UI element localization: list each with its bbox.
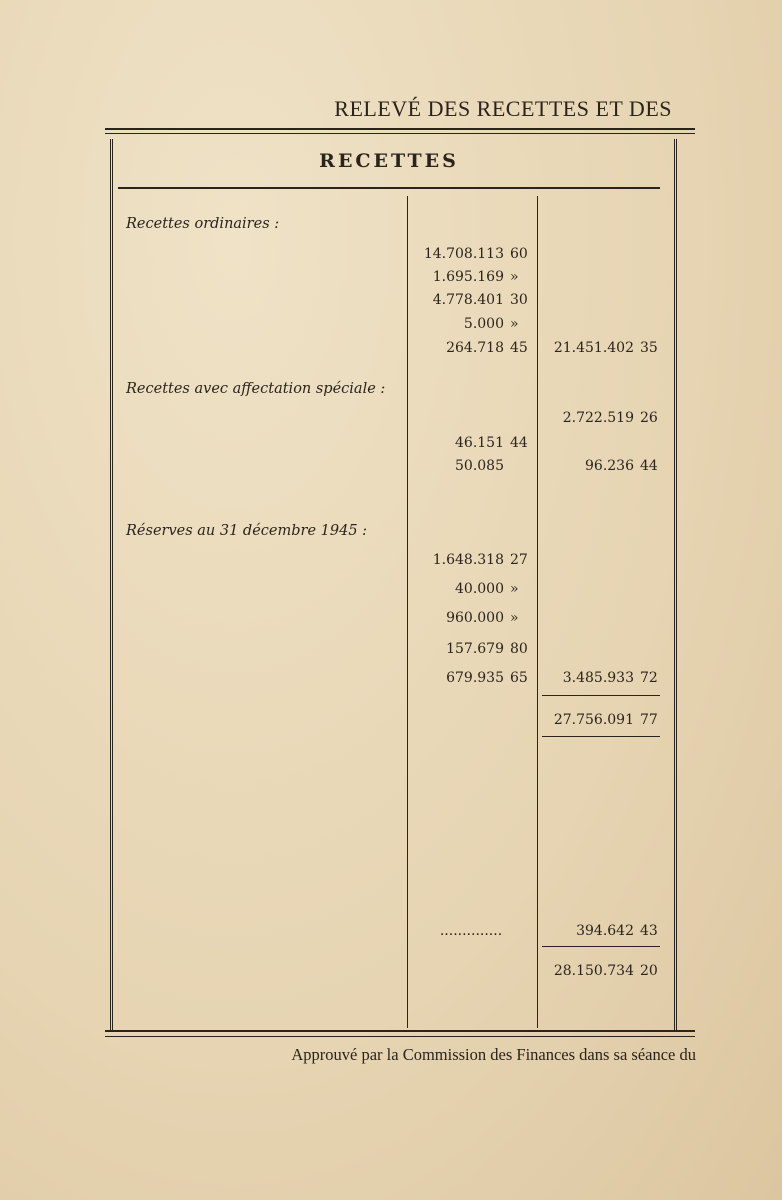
deficit-dots: .............. (439, 923, 503, 939)
row-total-cents: 44 (640, 458, 658, 474)
row-amount: 1.648.318 (432, 552, 504, 568)
subtotal-underline (542, 736, 660, 737)
row-cents: » (510, 610, 519, 626)
page-header: RELEVÉ DES RECETTES ET DES (334, 96, 672, 121)
bottom-rule (105, 1030, 695, 1032)
row-total: 3.485.933 (562, 670, 634, 686)
table-row (0, 667, 782, 689)
table-row (0, 313, 782, 335)
row-amount: 679.935 (446, 670, 504, 686)
table-row (0, 432, 782, 454)
row-amount: 5.000 (463, 316, 504, 332)
total-rule (542, 946, 660, 947)
table-row (0, 289, 782, 311)
row-amount: 157.679 (446, 641, 504, 657)
table-row (0, 407, 782, 429)
table-row (0, 266, 782, 288)
row-cents: 45 (510, 340, 528, 356)
deficit-cents: 43 (640, 923, 658, 939)
row-cents: 27 (510, 552, 528, 568)
row-total: 96.236 (585, 458, 634, 474)
table-row (0, 243, 782, 265)
footer-text: Approuvé par la Commission des Finances dans sa séance du (291, 1045, 696, 1064)
title-rule (118, 187, 660, 189)
section-heading-affectation: Recettes avec affectation spéciale : (126, 381, 386, 397)
section-heading-ordinaires: Recettes ordinaires : (126, 216, 280, 232)
row-amount: 50.085 (455, 458, 504, 474)
table-row (0, 638, 782, 660)
subtotal-cents: 77 (640, 712, 658, 728)
subtotal-rule (542, 695, 660, 696)
deficit-row (0, 920, 782, 942)
row-cents: 30 (510, 292, 528, 308)
row-amount: 1.695.169 (432, 269, 504, 285)
row-cents: » (510, 316, 519, 332)
total-cents: 20 (640, 963, 658, 979)
row-cents: 65 (510, 670, 528, 686)
table-row (0, 549, 782, 571)
row-amount: 960.000 (446, 610, 504, 626)
table-row (0, 578, 782, 600)
row-amount: 4.778.401 (432, 292, 504, 308)
row-amount: 40.000 (455, 581, 504, 597)
row-cents: » (510, 581, 519, 597)
bottom-rule-thin (105, 1036, 695, 1037)
row-cents: 60 (510, 246, 528, 262)
total-row (0, 960, 782, 982)
row-cents: » (510, 269, 519, 285)
section-heading-reserves: Réserves au 31 décembre 1945 : (126, 523, 368, 539)
table-row (0, 607, 782, 629)
deficit-value: 394.642 (576, 923, 634, 939)
row-total: 2.722.519 (562, 410, 634, 426)
row-amount: 46.151 (455, 435, 504, 451)
table-title: RECETTES (319, 150, 459, 172)
table-row (0, 455, 782, 477)
row-total: 21.451.402 (553, 340, 634, 356)
row-amount: 14.708.113 (423, 246, 504, 262)
row-total-cents: 72 (640, 670, 658, 686)
row-cents: 80 (510, 641, 528, 657)
row-total-cents: 35 (640, 340, 658, 356)
subtotal-row (0, 709, 782, 731)
row-amount: 264.718 (446, 340, 504, 356)
table-row (0, 337, 782, 359)
total-value: 28.150.734 (553, 963, 634, 979)
row-total-cents: 26 (640, 410, 658, 426)
subtotal-value: 27.756.091 (553, 712, 634, 728)
top-rule (105, 128, 695, 130)
row-cents: 44 (510, 435, 528, 451)
top-rule-thin (105, 133, 695, 134)
